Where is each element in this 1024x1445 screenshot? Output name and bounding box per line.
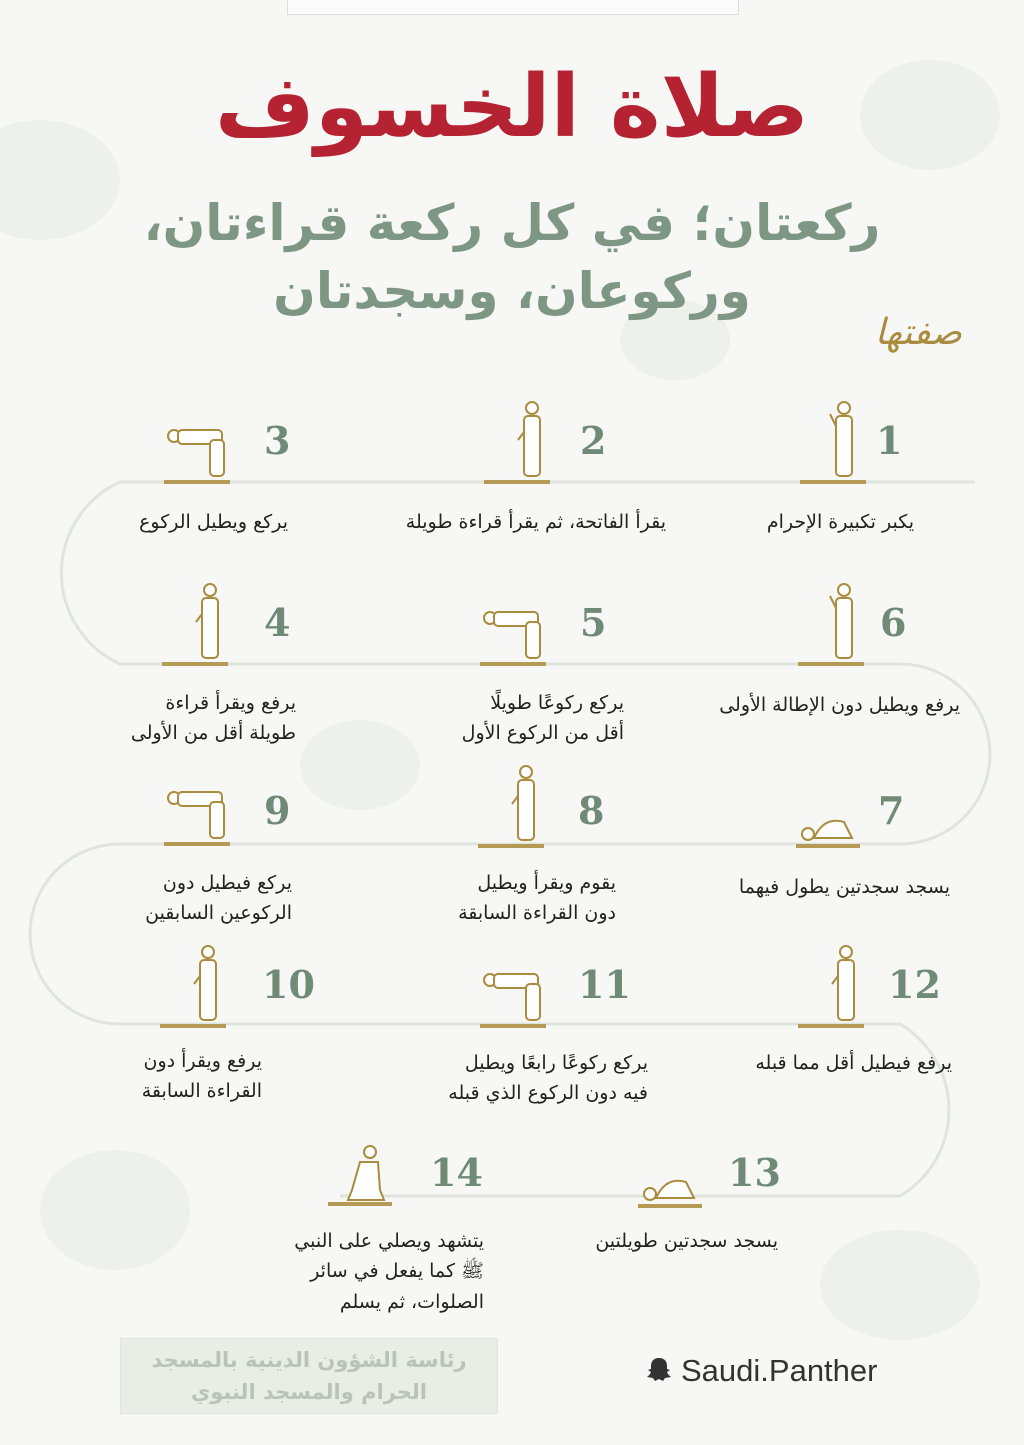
step-description: يكبر تكبيرة الإحرام (766, 511, 914, 533)
step-description: يقرأ الفاتحة، ثم يقرأ قراءة طويلة (405, 511, 666, 533)
step-number: 14 (430, 1150, 483, 1195)
bowing-figure-icon (480, 964, 550, 1034)
standing-figure-icon (798, 940, 868, 1034)
bowing-figure-icon (480, 602, 550, 672)
step-number: 13 (728, 1150, 781, 1195)
sitting-figure-icon (328, 1140, 394, 1214)
step-description: يركع ركوعًا طويلًا أقل من الركوع الأول (461, 692, 624, 745)
organization-name: رئاسة الشؤون الدينية بالمسجد الحرام والمسجد النبوي (151, 1348, 467, 1404)
standing-figure-icon (484, 396, 554, 490)
step-description: يركع ويطيل الركوع (139, 511, 288, 533)
step-number: 12 (888, 962, 941, 1007)
standing-figure-icon (160, 940, 230, 1034)
step-description: يتشهد ويصلي على النبي ﷺ كما يفعل في سائر الصلوات، ثم يسلم (294, 1230, 484, 1313)
organization-box (120, 1338, 498, 1414)
brand-credit (645, 1353, 877, 1389)
step-description: يسجد سجدتين يطول فيهما (738, 876, 950, 898)
page-title: صلاة الخسوف (214, 57, 810, 157)
step-number: 4 (264, 600, 291, 645)
step-description: يركع ركوعًا رابعًا ويطيل فيه دون الركوع الذي قبله (448, 1052, 648, 1105)
step-number: 3 (264, 418, 291, 463)
step-number: 9 (264, 788, 291, 833)
step-number: 10 (262, 962, 315, 1007)
bowing-figure-icon (164, 420, 234, 490)
step-number: 1 (876, 418, 903, 463)
standing-hands-raised-figure-icon (798, 578, 868, 672)
step-number: 2 (580, 418, 607, 463)
step-number: 8 (578, 788, 605, 833)
step-description: يسجد سجدتين طويلتين (595, 1230, 778, 1252)
bowing-figure-icon (164, 782, 234, 852)
prostrating-figure-icon (638, 1168, 704, 1214)
step-number: 6 (880, 600, 907, 645)
prostrating-figure-icon (796, 808, 862, 854)
step-description: يرفع ويطيل دون الإطالة الأولى (719, 694, 960, 716)
brand-name: Saudi.Panther (681, 1353, 878, 1388)
step-number: 7 (878, 788, 905, 833)
snapchat-ghost-icon (645, 1355, 673, 1387)
standing-hands-raised-figure-icon (800, 396, 870, 490)
step-description: يقوم ويقرأ ويطيل دون القراءة السابقة (458, 872, 616, 925)
standing-figure-icon (162, 578, 232, 672)
subtitle-line-1: ركعتان؛ في كل ركعة قراءتان، (143, 194, 881, 252)
step-description: يرفع ويقرأ دون القراءة السابقة (141, 1050, 262, 1103)
subtitle-line-2: وركوعان، وسجدتان (273, 262, 751, 320)
step-description: يركع فيطيل دون الركوعين السابقين (145, 872, 292, 925)
step-description: يرفع ويقرأ قراءة طويلة أقل من الأولى (130, 692, 296, 745)
section-label: صفتها (874, 312, 962, 353)
step-description: يرفع فيطيل أقل مما قبله (755, 1052, 952, 1074)
step-number: 11 (578, 962, 631, 1007)
standing-figure-icon (478, 760, 548, 854)
step-number: 5 (580, 600, 607, 645)
